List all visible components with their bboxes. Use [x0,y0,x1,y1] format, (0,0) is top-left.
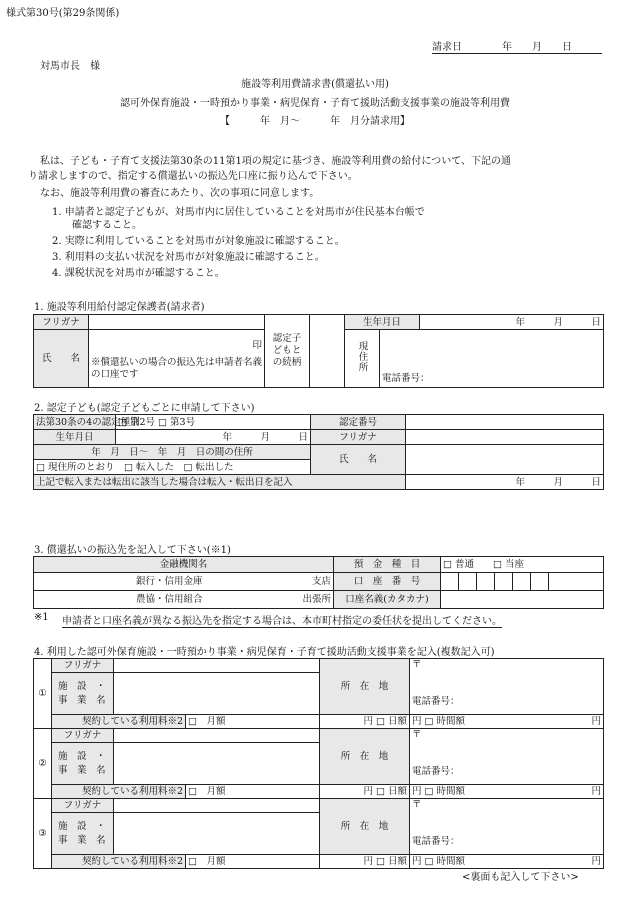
facility-3-location-label: 所 在 地 [320,799,410,855]
account-digit-3[interactable] [477,573,495,591]
office-suffix: 出張所 [302,594,331,605]
facility-3-fee-label: 契約している利用料※2 [52,855,186,869]
cert-type-label: 法第30条の4の認定種別 [34,415,116,430]
facility-1-furigana-input[interactable] [114,659,320,673]
child-dob-input[interactable]: 年 月 日 [116,430,311,445]
period-address-label: 年 月 日～ 年 月 日の間の住所 [34,445,311,460]
facility-2-location-input[interactable] [410,729,604,785]
cert-type-options[interactable]: □ 第2号 □ 第3号 [116,415,311,430]
facility-1-hourly[interactable]: 円 □ 時間額 円 [410,715,604,729]
facility-3-monthly[interactable]: □ 月額 [186,855,320,869]
facility-1-fee-label: 契約している利用料※2 [52,715,186,729]
bank-table [33,556,604,609]
relation-label: 認定子どもとの続柄 [265,315,310,388]
facility-2-name-input[interactable] [114,743,320,785]
facility-1-phone-label: 電話番号： [412,696,460,707]
facility-3-location-input[interactable] [410,799,604,855]
child-name-label: 氏 名 [311,445,406,475]
address-status-options[interactable]: □ 現住所のとおり □ 転入した □ 転出した [34,460,311,475]
guardian-furigana-input[interactable] [89,315,265,330]
facility-1-postal-mark: 〒 [412,659,422,670]
facility-2-hourly[interactable]: 円 □ 時間額 円 [410,785,604,799]
guardian-name-input[interactable] [89,330,265,388]
facility-2-phone-label: 電話番号： [412,766,460,777]
form-number: 様式第30号(第29条関係) [6,8,120,19]
consent-item-1-cont: 確認すること。 [72,220,142,231]
account-digit-4[interactable] [495,573,513,591]
relation-input[interactable] [310,315,345,388]
seal-mark: 印 [252,340,262,351]
section-3-heading: 3. 償還払いの振込先を記入して下さい(※1) [34,545,231,556]
guardian-dob-label: 生年月日 [345,315,420,330]
facility-1-monthly[interactable]: □ 月額 [186,715,320,729]
consent-item-1: 1. 申請者と認定子どもが、対馬市内に居住していることを対馬市が住民基本台帳で [52,207,425,218]
facility-2-fee-label: 契約している利用料※2 [52,785,186,799]
facility-1-name-label: 施 設 ・ 事 業 名 [52,673,114,715]
intro-line-1: 私は、子ども・子育て支援法第30条の11第1項の規定に基づき、施設等利用費の給付について、下記の通 [40,156,512,167]
facility-3-hourly[interactable]: 円 □ 時間額 円 [410,855,604,869]
consent-item-4: 4. 課税状況を対馬市が確認すること。 [52,268,225,279]
account-digit-1[interactable] [441,573,459,591]
facility-1-name-input[interactable] [114,673,320,715]
agri-input[interactable] [34,591,334,609]
facility-2-furigana-input[interactable] [114,729,320,743]
account-no-label: 口 座 番 号 [334,573,441,591]
facility-1-number: ① [34,659,52,729]
account-digit-2[interactable] [459,573,477,591]
facility-2-number: ② [34,729,52,799]
facility-table [33,658,604,869]
move-date-input[interactable]: 年 月 日 [406,475,604,490]
title-sub: 認可外保育施設・一時預かり事業・病児保育・子育て援助活動支援事業の施設等利用費 [120,98,510,109]
account-digit-5[interactable] [513,573,531,591]
facility-3-postal-mark: 〒 [412,799,422,810]
consent-item-2: 2. 実際に利用していることを対馬市が対象施設に確認すること。 [52,236,345,247]
child-dob-label: 生年月日 [34,430,116,445]
facility-3-furigana-label: フリガナ [52,799,114,813]
facility-2-furigana-label: フリガナ [52,729,114,743]
facility-2-daily[interactable]: 円 □ 日額 [320,785,410,799]
bank-suffix: 銀行・信用金庫 [136,576,203,587]
child-furigana-label: フリガナ [311,430,406,445]
guardian-furigana-label: フリガナ [34,315,89,330]
section-2-heading: 2. 認定子ども(認定子どもごとに申請して下さい) [34,403,255,414]
child-furigana-input[interactable] [406,430,604,445]
title-period: 【 年 月～ 年 月分請求用】 [220,116,410,127]
facility-3-furigana-input[interactable] [114,799,320,813]
guardian-phone-label: 電話番号： [382,373,430,384]
bank-name-label: 金融機関名 [34,557,334,573]
facility-3-number: ③ [34,799,52,869]
facility-2-monthly[interactable]: □ 月額 [186,785,320,799]
request-date: 請求日 年 月 日 [432,38,602,54]
facility-2-location-label: 所 在 地 [320,729,410,785]
account-holder-label: 口座名義(カタカナ) [334,591,441,609]
footer-note: <裏面も記入して下さい> [462,872,579,883]
facility-3-name-label: 施 設 ・ 事 業 名 [52,813,114,855]
facility-1-location-input[interactable] [410,659,604,715]
facility-3-daily[interactable]: 円 □ 日額 [320,855,410,869]
account-holder-input[interactable] [441,591,604,609]
bank-input[interactable] [34,573,334,591]
deposit-type-options[interactable]: □ 普通 □ 当座 [441,557,604,573]
guardian-account-note: ※償還払いの場合の振込先は申請者名義の口座です [91,357,263,380]
guardian-name-label: 氏 名 [34,330,89,388]
guardian-table [33,314,604,388]
facility-1-daily[interactable]: 円 □ 日額 [320,715,410,729]
consent-item-3: 3. 利用料の支払い状況を対馬市が対象施設に確認すること。 [52,252,325,263]
account-digit-6[interactable] [531,573,549,591]
intro-line-2: り請求しますので、指定する償還払いの振込先口座に振り込んで下さい。 [28,171,358,182]
move-note: 上記で転入または転出に該当した場合は転入・転出日を記入 [34,475,406,490]
child-table [33,414,604,490]
intro-line-3: なお、施設等利用費の審査にあたり、次の事項に同意します。 [40,188,320,199]
agri-suffix: 農協・信用組合 [136,594,203,605]
addressee: 対馬市長 様 [40,61,100,72]
address-label: 現住所 [345,330,380,388]
facility-2-postal-mark: 〒 [412,729,422,740]
section-1-heading: 1. 施設等利用給付認定保護者(請求者) [34,302,205,313]
deposit-type-label: 預 金 種 目 [334,557,441,573]
section-4-heading: 4. 利用した認可外保育施設・一時預かり事業・病児保育・子育て援助活動支援事業を記入(複数記入可) [34,647,495,658]
facility-1-furigana-label: フリガナ [52,659,114,673]
bank-note: 申請者と口座名義が異なる振込先を指定する場合は、本市町村指定の委任状を提出してください。 [62,612,502,628]
title-main: 施設等利用費請求書(償還払い用) [241,79,389,90]
cert-no-label: 認定番号 [311,415,406,430]
facility-3-phone-label: 電話番号： [412,836,460,847]
facility-3-name-input[interactable] [114,813,320,855]
bank-note-mark: ※1 [34,612,49,623]
cert-no-input[interactable] [406,415,604,430]
branch-suffix: 支店 [311,576,331,587]
child-name-input[interactable] [406,445,604,475]
facility-2-name-label: 施 設 ・ 事 業 名 [52,743,114,785]
account-digit-7[interactable] [549,573,604,591]
address-input[interactable] [380,330,604,388]
guardian-dob-input[interactable]: 年 月 日 [420,315,604,330]
facility-1-location-label: 所 在 地 [320,659,410,715]
